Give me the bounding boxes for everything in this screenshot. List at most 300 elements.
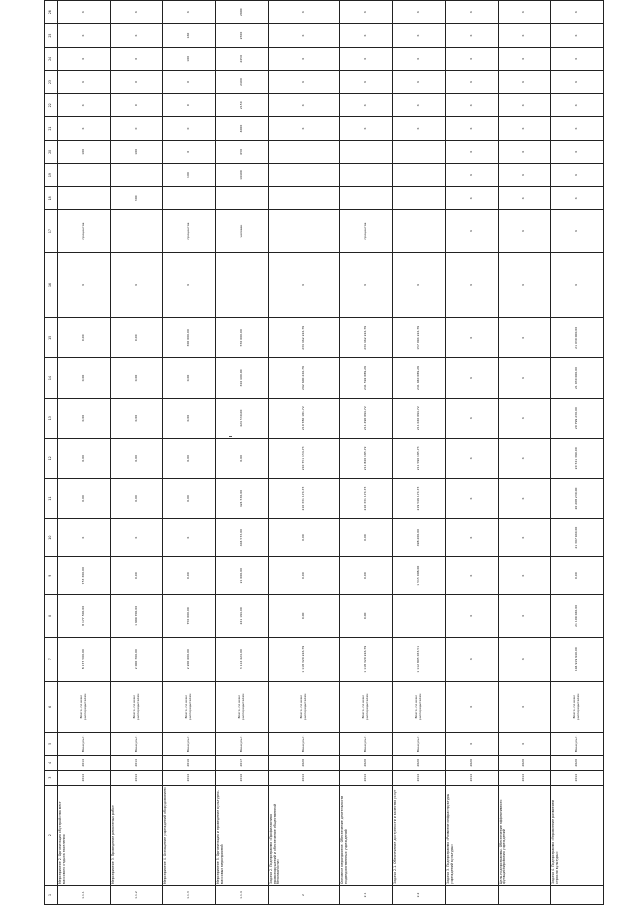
table-cell-col2: Мероприятие 5. Организация и проведение культурно-массовых мероприятий [216,785,269,885]
table-cell-col23: 0 [110,70,163,93]
table-cell-col13: 210 780 181,72 [268,398,340,438]
header-cell: 24 [45,47,58,70]
table-cell-col8 [393,595,446,637]
table-cell-col9: 0,00 [268,557,340,595]
table-cell-col15: 157 094 224,79 [393,318,446,358]
table-cell-col14: 346 400,00 [216,358,269,398]
table-cell-col8: 1 999 700,00 [110,595,163,637]
table-cell-col16: X [340,252,393,318]
table-cell-col12: 0,00 [163,438,216,478]
table-cell-col19: X [551,163,604,186]
table-cell-col1: 1.1.1 [58,885,111,904]
table-cell-col23: 2400 [216,70,269,93]
table-cell-col2: Цель подпрограммы. Обеспечение эффективного функционирования учреждений [498,785,551,885]
table-cell-col18: X [551,187,604,210]
table-cell-col16: X [163,252,216,318]
table-cell-col3: 2014 [393,770,446,785]
table-cell-col1: 1.1.4 [216,885,269,904]
table-cell-col23: X [340,70,393,93]
table-cell-col12: 0,00 [216,438,269,478]
table-cell-col24: X [551,47,604,70]
table-cell-col6: Всего, по всем распорядителям [110,681,163,732]
table-cell-col24: X [393,47,446,70]
table-cell-col10: 498 200,00 [393,519,446,557]
table-cell-col19: X [445,163,498,186]
table-cell-col18: X [445,187,498,210]
table-cell-col16: X [551,252,604,318]
table-cell-col13: 0,00 [110,398,163,438]
table-cell-col24: X [58,47,111,70]
table-cell-col3: 2014 [445,770,498,785]
table-cell-col9: 0,00 [551,557,604,595]
table-cell-col2: Задача 2. Подпрограмма «Профилактика правонарушений и обеспечение общественной безопасности» [268,785,340,885]
table-cell-col12: X [498,438,551,478]
table-cell-col20: 100 [58,140,111,163]
table-cell-col5: Минкульт. [340,732,393,755]
table-cell-col1: 2.1 [340,885,393,904]
table-cell-col22: X [268,94,340,117]
table-cell-col10: X [498,519,551,557]
table-cell-col20: X [445,140,498,163]
table-cell-col26: X [110,1,163,24]
table-cell-col9: X [445,557,498,595]
table-cell-col20 [340,140,393,163]
table-cell-col11: X [498,478,551,518]
table-cell-col11: 0,00 [110,478,163,518]
table-cell-col18: X [498,187,551,210]
table-row [163,1,216,905]
table-cell-col21: X [268,117,340,140]
table-cell-col13: X [445,398,498,438]
table-cell-col20: 0 [163,140,216,163]
table-cell-col12: 211 840 185,72 [340,438,393,478]
table-cell-col24: 100 [163,47,216,70]
header-cell: 4 [45,755,58,770]
table-cell-col19 [393,163,446,186]
table-cell-col11: 0,00 [58,478,111,518]
table-cell-col14: 241 040 089,29 [393,358,446,398]
table-cell-col22: X [551,94,604,117]
table-cell-col8: 8 177 500,00 [58,595,111,637]
table-cell-col8: 21 109 040,00 [551,595,604,637]
header-cell: 25 [45,24,58,47]
table-cell-col14: 241 592 089,29 [340,358,393,398]
table-row [340,1,393,905]
table-row [58,1,111,905]
table-cell-col24: X [340,47,393,70]
table-cell-col17: процентов [340,210,393,252]
table-cell-col7: 8 177 500,00 [58,637,111,681]
table-cell-col22: 2150 [216,94,269,117]
table-cell-col26: X [393,1,446,24]
table-cell-col26: X [498,1,551,24]
table-cell-col9: 0,00 [340,557,393,595]
table-cell-col3: 2016 [216,770,269,785]
table-cell-col18 [58,187,111,210]
table-cell-col5: Минкульт. [268,732,340,755]
table-cell-col6: X [445,681,498,732]
table-cell-col8: 0,00 [340,595,393,637]
table-cell-col8: 0,00 [268,595,340,637]
table-cell-col25: 2500 [216,24,269,47]
table-cell-col8: 750 000,00 [163,595,216,637]
table-cell-col17: X [551,210,604,252]
table-row [393,1,446,905]
table-cell-col11: 210 331 174,73 [340,478,393,518]
table-cell-col26: 2900 [216,1,269,24]
table-cell-col6: Всего, по всем распорядителям [163,681,216,732]
table-cell-col12: 0,00 [58,438,111,478]
header-cell: 22 [45,94,58,117]
table-cell-col16: X [110,252,163,318]
table-cell-col15: 234 462 224,79 [340,318,393,358]
table-cell-col18 [393,187,446,210]
table-cell-col13: 20 799 230,00 [551,398,604,438]
table-cell-col3: 2014 [110,770,163,785]
table-cell-col23: X [551,70,604,93]
table-cell-col26: X [268,1,340,24]
table-cell-col25: X [340,24,393,47]
table-cell-col16: X [498,252,551,318]
table-cell-col12: X [445,438,498,478]
header-cell: 20 [45,140,58,163]
table-cell-col18 [163,187,216,210]
header-cell: 16 [45,252,58,318]
table-cell-col26: X [163,1,216,24]
table-cell-col6: Всего, по всем распорядителям [340,681,393,732]
table-cell-col8: X [445,595,498,637]
table-cell-col4: 2014 [58,755,111,770]
table-cell-col25: X [393,24,446,47]
table-cell-col4: 2020 [268,755,340,770]
table-cell-col15: 21 030 000,00 [551,318,604,358]
table-cell-col15: 550 000,00 [216,318,269,358]
table-cell-col17 [393,210,446,252]
table-cell-col19: 16400 [216,163,269,186]
table-cell-col11: X [445,478,498,518]
table-cell-col18 [340,187,393,210]
table-cell-col6: Всего, по всем распорядителям [551,681,604,732]
table-cell-col23: X [393,70,446,93]
table-cell-col14: 0,00 [110,358,163,398]
table-cell-col11: 219 549 174,73 [393,478,446,518]
table-cell-col3: 2014 [551,770,604,785]
table-cell-col13: X [498,398,551,438]
table-cell-col9: 21 000,00 [216,557,269,595]
table-cell-col2: Мероприятие 2. Организация обустройства мест массового отдыха населения [58,785,111,885]
table-cell-col26: X [340,1,393,24]
table-cell-col10: X [445,519,498,557]
table-row [216,1,269,905]
table-cell-col20 [393,140,446,163]
table-cell-col19: X [498,163,551,186]
table-cell-col24: X [498,47,551,70]
table-cell-col14: 21 030 000,00 [551,358,604,398]
header-cell: 18 [45,187,58,210]
table-cell-col6: Всего, по всем распорядителям [216,681,269,732]
table-cell-col7: 1 118 320 226,79 [268,637,340,681]
header-cell: 3 [45,770,58,785]
table-cell-col22: X [498,94,551,117]
header-cell: 12 [45,438,58,478]
table-cell-col25: X [445,24,498,47]
table-cell-col23: X [268,70,340,93]
scan-mark [229,436,232,437]
table-cell-col20: X [498,140,551,163]
table-cell-col10: X [163,519,216,557]
header-cell: 14 [45,358,58,398]
table-cell-col14: 0,00 [163,358,216,398]
table-cell-col11: 0,00 [163,478,216,518]
table-cell-col21: X [58,117,111,140]
table-cell-col6: Всего, по всем распорядителям [58,681,111,732]
document-page [44,0,604,905]
table-cell-col1: 1.1.3 [163,885,216,904]
table-cell-col5: Минкульт. [58,732,111,755]
header-cell: 9 [45,557,58,595]
table-cell-col21: 0 [163,117,216,140]
table-cell-col4: 2020 [498,755,551,770]
table-cell-col19 [58,163,111,186]
table-row [268,1,340,905]
table-cell-col17 [268,210,340,252]
table-cell-col21: 4000 [216,117,269,140]
table-cell-col20 [268,140,340,163]
table-cell-col16: X [58,252,111,318]
header-cell: 8 [45,595,58,637]
table-cell-col24: X [445,47,498,70]
table-body [58,1,604,905]
table-cell-col20: 650 [216,140,269,163]
table-cell-col22: 0 [163,94,216,117]
table-cell-col21: X [445,117,498,140]
table-cell-col6: Всего, по всем распорядителям [393,681,446,732]
table-cell-col13: 0,00 [163,398,216,438]
table-cell-col25: X [498,24,551,47]
table-cell-col20: X [551,140,604,163]
table-row [551,1,604,905]
table-cell-col2: Задача 2.1. Обеспечение доступности и качества услуг [393,785,446,885]
rotated-table-container [44,0,604,905]
table-cell-col4: 2016 [163,755,216,770]
table-cell-col10: 0,00 [268,519,340,557]
table-cell-col26: X [445,1,498,24]
table-cell-col25: X [268,24,340,47]
program-table [44,0,604,905]
table-cell-col10: 404 573,00 [216,519,269,557]
table-cell-col12: 20 741 390,00 [551,438,604,478]
table-cell-col1 [445,885,498,904]
table-cell-col2: Мероприятие 3. Проведение ремонтных работ [110,785,163,885]
table-cell-col5: X [445,732,498,755]
table-cell-col17: X [445,210,498,252]
table-cell-col11: 424 530,00 [216,478,269,518]
header-cell: 7 [45,637,58,681]
table-cell-col3: 2014 [163,770,216,785]
table-cell-col7: 2 200 600,00 [163,637,216,681]
table-cell-col15: 234 462 224,79 [268,318,340,358]
table-cell-col7: 194 919 940,00 [551,637,604,681]
table-cell-col21: X [393,117,446,140]
table-cell-col2: Мероприятие 4. Оснащение учреждений оборудованием [163,785,216,885]
table-cell-col7: 3 114 424,00 [216,637,269,681]
table-cell-col24: 0 [110,47,163,70]
table-cell-col7: X [498,637,551,681]
table-cell-col4: 2020 [445,755,498,770]
table-cell-col10: 21 307 940,00 [551,519,604,557]
table-cell-col15: 0,00 [58,318,111,358]
table-cell-col25: X [110,24,163,47]
table-cell-col11: 20 208 230,00 [551,478,604,518]
table-cell-col23: X [445,70,498,93]
table-cell-col9: 753 300,00 [58,557,111,595]
table-cell-col21: 0 [110,117,163,140]
table-cell-col17 [110,210,163,252]
table-cell-col22: 0 [110,94,163,117]
header-cell: 15 [45,318,58,358]
header-cell: 5 [45,732,58,755]
table-cell-col7: 1 118 320 226,79 [340,637,393,681]
table-cell-col9: 1 515 008,00 [393,557,446,595]
table-cell-col25: 160 [163,24,216,47]
table-cell-col12: 210 751 154,73 [268,438,340,478]
table-cell-col13: 211 490 094,72 [340,398,393,438]
table-cell-col8: X [498,595,551,637]
table-cell-col25: X [58,24,111,47]
table-cell-col14: X [445,358,498,398]
table-cell-col12: 211 590 185,73 [393,438,446,478]
table-cell-col5: Минкульт. [551,732,604,755]
table-cell-col7: 2 000 700,00 [110,637,163,681]
table-cell-col13: 424 530,00 [216,398,269,438]
table-cell-col4: 2017 [216,755,269,770]
table-cell-col23: X [498,70,551,93]
table-cell-col16: X [268,252,340,318]
table-cell-col3: 2014 [268,770,340,785]
table-cell-col3: 2014 [58,770,111,785]
table-cell-col2: Задача 4. Подпрограмма «Управление развитием отрасли культуры» [551,785,604,885]
table-cell-col1: 2.2 [393,885,446,904]
table-cell-col23: 0 [163,70,216,93]
table-cell-col17: X [498,210,551,252]
table-cell-col9: 0,00 [110,557,163,595]
header-cell: 13 [45,398,58,438]
table-cell-col6: Всего, по всем распорядителям [268,681,340,732]
table-cell-col13: 211 040 094,72 [393,398,446,438]
table-cell-col10: 0,00 [340,519,393,557]
header-cell: 11 [45,478,58,518]
table-cell-col9: X [498,557,551,595]
table-cell-col10: X [110,519,163,557]
table-cell-col14: 0,00 [58,358,111,398]
table-cell-col21: X [551,117,604,140]
table-cell-col3: 2014 [340,770,393,785]
header-cell: 19 [45,163,58,186]
table-cell-col5: Минкульт. [163,732,216,755]
header-cell: 23 [45,70,58,93]
table-cell-col16: X [445,252,498,318]
table-cell-col6: X [498,681,551,732]
table-row [498,1,551,905]
table-cell-col5: X [498,732,551,755]
table-cell-col1 [551,885,604,904]
table-cell-col4: 2020 [551,755,604,770]
table-cell-col4: 2020 [340,755,393,770]
table-cell-col19 [340,163,393,186]
table-cell-col21: X [340,117,393,140]
table-cell-col24: 2450 [216,47,269,70]
table-cell-col15: 300 000,00 [163,318,216,358]
table-cell-col15: 0,00 [110,318,163,358]
table-cell-col17: процентов [163,210,216,252]
table-cell-col12: 0,00 [110,438,163,478]
table-cell-col17: процентов [58,210,111,252]
table-cell-col24: X [268,47,340,70]
table-cell-col10: X [58,519,111,557]
table-cell-col9: 0,00 [163,557,216,595]
table-cell-col17: человек [216,210,269,252]
header-cell: 26 [45,1,58,24]
table-cell-col15: X [498,318,551,358]
table-cell-col13: 0,00 [58,398,111,438]
header-cell: 2 [45,785,58,885]
table-cell-col21: X [498,117,551,140]
table-cell-col1 [498,885,551,904]
table-cell-col19 [268,163,340,186]
table-cell-col22: X [340,94,393,117]
table-cell-col26: X [58,1,111,24]
table-cell-col22: X [58,94,111,117]
table-cell-col1: 1.1.2 [110,885,163,904]
table-cell-col5: Минкульт. [110,732,163,755]
table-cell-col26: X [551,1,604,24]
table-cell-col7: X [445,637,498,681]
table-cell-col19: 100 [163,163,216,186]
table-cell-col14: 262 600 246,79 [268,358,340,398]
table-cell-col14: X [498,358,551,398]
table-cell-col2: Основное мероприятие. Обеспечение деятельности подведомственных учреждений [340,785,393,885]
table-cell-col18: 300 [110,187,163,210]
table-cell-col22: X [393,94,446,117]
table-cell-col5: Минкульт. [216,732,269,755]
header-cell: 1 [45,885,58,904]
header-cell: 21 [45,117,58,140]
table-cell-col15: X [445,318,498,358]
table-cell-col5: Минкульт. [393,732,446,755]
table-cell-col25: X [551,24,604,47]
header-cell: 10 [45,519,58,557]
table-cell-col22: X [445,94,498,117]
table-cell-col18 [268,187,340,210]
table-cell-col4: 2020 [393,755,446,770]
header-cell: 6 [45,681,58,732]
table-cell-col16: X [393,252,446,318]
table-cell-col3: 2014 [498,770,551,785]
table-cell-col1: 2 [268,885,340,904]
table-cell-col2: Задача 3. Подпрограмма «Развитие инфраструктуры учреждений культуры» [445,785,498,885]
table-cell-col19 [110,163,163,186]
table-cell-col11: 210 331 174,73 [268,478,340,518]
table-cell-col8: 241 194,00 [216,595,269,637]
table-cell-col16 [216,252,269,318]
table-cell-col7: 1 112 805 033,51 [393,637,446,681]
table-cell-col20: 100 [110,140,163,163]
table-cell-col4: 2014 [110,755,163,770]
table-row [110,1,163,905]
table-row [445,1,498,905]
table-cell-col18 [216,187,269,210]
column-number-row [45,1,58,905]
